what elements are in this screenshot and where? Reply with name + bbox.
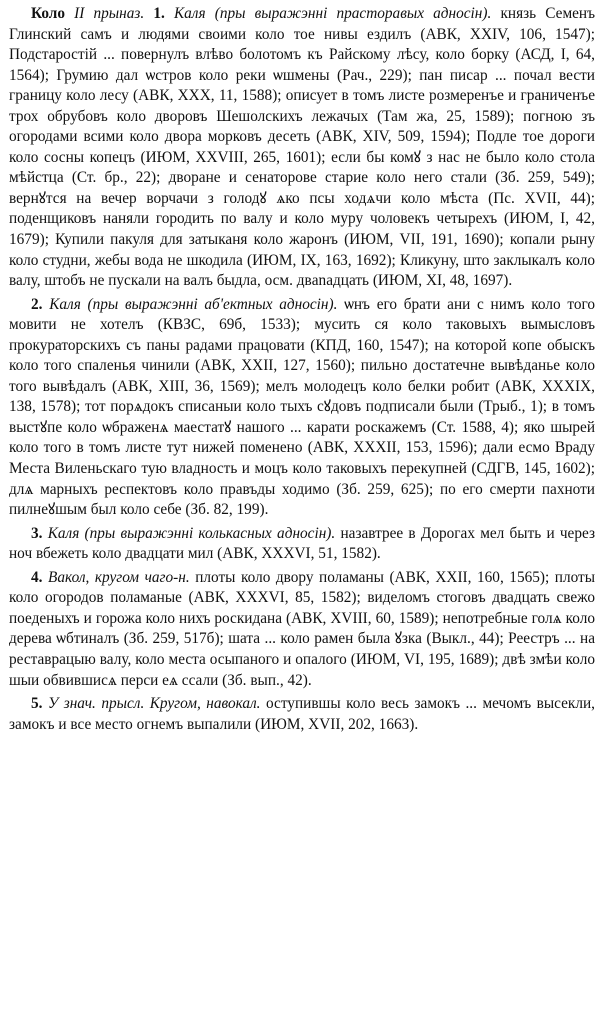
sense-number: 1. xyxy=(153,5,165,22)
sense-number: 3. xyxy=(31,524,43,542)
sense-definition: Каля (пры выражэнні колькасных адносін). xyxy=(47,524,336,542)
sense-text: плоты коло двору поламаны (АВК, XXII, 160, 1565); плоты коло огородов поламаные (АВК, XXXVI, 85, 1582); виделомъ стоговъ двадцать свежо поеденыхъ и горожа коло нихъ роскидана (АВК, XVIII, 60, 1589); непотребные голѧ коло дерева ѡбтиналъ (Зб. 259, 517б); шата ... коло рамен была ꙋзка (Выкл., 44); Реестръ ... на реставрацыю валу, коло места осыпаного и опалого (ИЮМ, VI, 195, 1689); двѣ змѣи коло шыи обвившисѧ перси еѧ ссали (Зб. вып., 42). xyxy=(9,568,595,689)
dictionary-entry-sense-3 xyxy=(9,524,595,565)
sense-definition: Вакол, кругом чаго-н. xyxy=(48,568,190,586)
part-of-speech: II прыназ. xyxy=(74,5,145,22)
sense-definition: Каля (пры выражэнні прасторавых адносін). xyxy=(174,5,492,22)
sense-text: оступившы коло весь замокъ ... мечомъ высекли, замокъ и все место огнемъ выпалили (ИЮМ, XVII, 202, 1663). xyxy=(9,695,595,733)
dictionary-entry-sense-2 xyxy=(9,295,595,521)
sense-number: 5. xyxy=(31,695,43,713)
sense-text: князь Семенъ Глинский самъ и людями своими коло тое нивы ездилъ (АВК, XXIV, 106, 1547); Подстаростій ... повернулъ влѣво болотомъ къ Райскому лѣсу, коло борку (АСД, I, 64, 1564); Грумию дал ѡстров коло реки ѡшмены (Рач., 229); пан писар ... почал вести границу коло лесу (АВК, XXX, 11, 1588); описует в томъ листе розмеренъе и граниченъе трох обрубовъ коло дворовъ Шешолскихъ лежачых (Там жа, 25, 1589); погною зъ огородами всими коло двора морковъ десеть (АВК, XIV, 509, 1594); Подле тое дороги коло сосны копецъ (ИЮМ, XXVIII, 265, 1601); если бы комꙋ з нас не было коло стола мѣйстца (Ст. бр., 22); дворане и сенаторове старие коло него стали (Зб. 259, 549); вернꙋтся на вечер ворчачи з голодꙋ ѧко псы ходѧчи коло мѣста (Пс. XVII, 44); поденщиковъ наняли городить по валу и коло муру чоловекъ четырехъ (ИЮМ, I, 42, 1679); Купили пакуля для затыканя коло жаронъ (ИЮМ, VII, 191, 1690); копали рыну коло студни, жебы вода не шкодила (ИЮМ, IX, 163, 1692); Кликуну, што заклыкалъ коло валу, штобъ не пускали на валъ быдла, осм. двanaдцать (ИЮМ, XI, 48, 1697). xyxy=(9,5,596,290)
sense-number: 4. xyxy=(31,568,43,586)
dictionary-entry-sense-1 xyxy=(9,4,595,292)
dictionary-entry-sense-4 xyxy=(9,568,595,691)
dictionary-entry-sense-5 xyxy=(9,694,595,735)
sense-definition: Каля (пры выражэнні аб'ектных адносін). xyxy=(49,295,338,313)
sense-number: 2. xyxy=(31,295,43,313)
sense-definition: У знач. прысл. Кругом, навокал. xyxy=(47,695,261,713)
sense-text: назавтрее в Дорогах мел быть и через ноч вбежеть коло двадцати мил (АВК, XXXVI, 51, 1582). xyxy=(9,524,596,563)
sense-text: ѡнъ его брати ани с нимъ коло того мовити не хотелъ (КВЗС, 69б, 1533); мусить ся коло таковыхъ вымысловъ прокураторскихъ съ паны радами працовати (КПД, 160, 1547); на которой копе обыскъ коло того спаленья чинили (АВК, XXII, 127, 1560); пильно достатечне вывѣданье коло того вывѣдалъ (АВК, XIII, 36, 1569); мелъ молодецъ коло белки робит (АВК, XXXIX, 138, 1578); тот порѧдокъ списаныи коло тыхъ сꙋдовъ подписали были (Трыб., 1); в томъ выстꙋпе коло ѡбраженѧ маестатꙋ нашого ... карати роскажемъ (Ст. 1588, 4); яко шырей коло того в томъ листе тут нижей поменено (АВК, XXXII, 153, 1596); дали есмо Враду Места Виленьскаго тую владность и моцъ коло таковыхъ перекупней (СДГВ, 145, 1602); длѧ марныхъ респектовъ коло правъды ходимо (Зб. 259, 625); по его смерти пахноти пилнеꙋшым был коло себе (Зб. 82, 199). xyxy=(9,295,596,519)
headword: Коло xyxy=(31,5,66,22)
